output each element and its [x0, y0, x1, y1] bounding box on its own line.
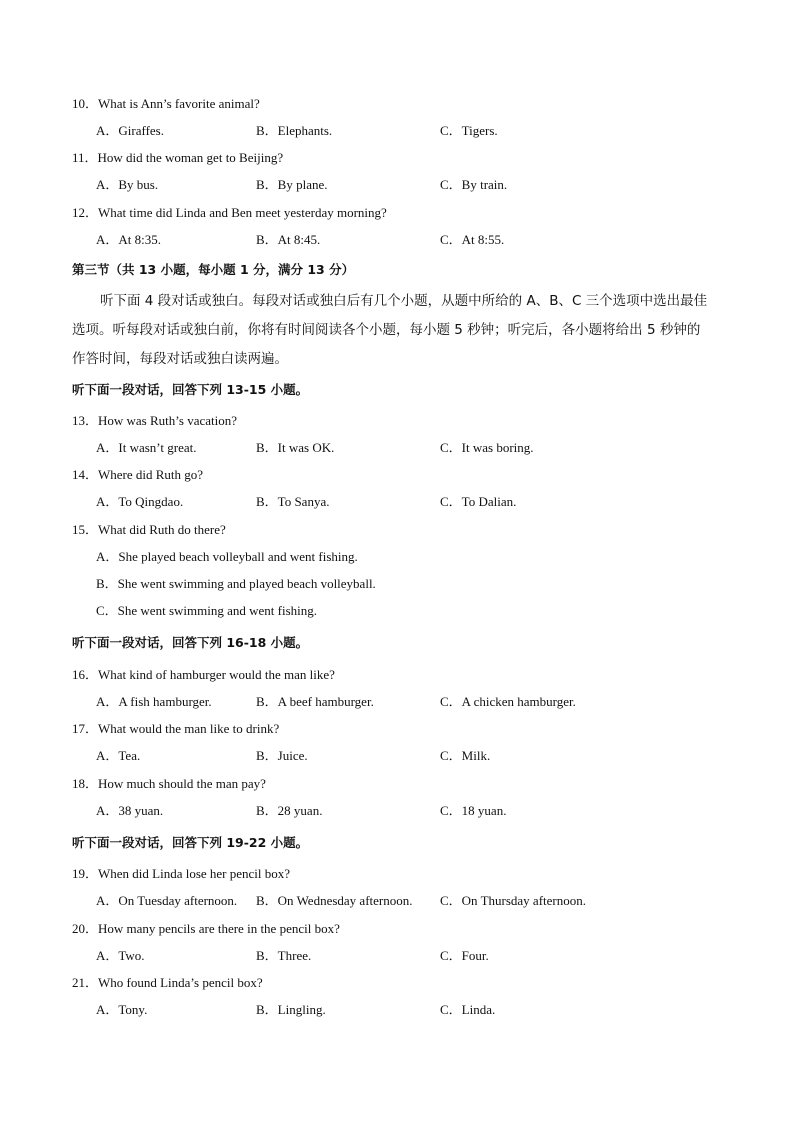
option-18-b: B．28 yuan.	[256, 803, 323, 818]
option-17-a: A．Tea.	[96, 748, 141, 763]
question-stem-19: 19．When did Linda lose her pencil box?	[72, 866, 291, 881]
question-stem-16: 16．What kind of hamburger would the man like?	[72, 667, 335, 682]
option-11-c: C．By train.	[440, 177, 508, 192]
option-12-a: A．At 8:35.	[96, 232, 162, 247]
option-16-b: B．A beef hamburger.	[256, 694, 374, 709]
option-10-a: A．Giraffes.	[96, 123, 164, 138]
question-stem-17: 17．What would the man like to drink?	[72, 721, 280, 736]
option-13-c: C．It was boring.	[440, 440, 534, 455]
question-stem-15: 15．What did Ruth do there?	[72, 522, 226, 537]
option-18-a: A．38 yuan.	[96, 803, 164, 818]
question-stem-11: 11．How did the woman get to Beijing?	[72, 150, 284, 165]
dialog-heading-2: 听下面一段对话，回答下列 16-18 小题。	[72, 635, 309, 650]
option-18-c: C．18 yuan.	[440, 803, 507, 818]
option-10-b: B．Elephants.	[256, 123, 333, 138]
option-12-c: C．At 8:55.	[440, 232, 505, 247]
question-stem-14: 14．Where did Ruth go?	[72, 467, 204, 482]
option-20-a: A．Two.	[96, 948, 145, 963]
question-stem-10: 10．What is Ann’s favorite animal?	[72, 96, 260, 111]
question-stem-21: 21．Who found Linda’s pencil box?	[72, 975, 263, 990]
option-14-a: A．To Qingdao.	[96, 494, 184, 509]
option-17-c: C．Milk.	[440, 748, 491, 763]
option-11-a: A．By bus.	[96, 177, 159, 192]
question-stem-20: 20．How many pencils are there in the pencil box?	[72, 921, 340, 936]
section-title: 第三节（共 13 小题，每小题 1 分，满分 13 分）	[72, 262, 355, 277]
instructions-line-3: 作答时间，每段对话或独白读两遍。	[72, 351, 288, 367]
question-stem-18: 18．How much should the man pay?	[72, 776, 266, 791]
option-14-b: B．To Sanya.	[256, 494, 330, 509]
option-11-b: B．By plane.	[256, 177, 328, 192]
option-20-b: B．Three.	[256, 948, 312, 963]
option-20-c: C．Four.	[440, 948, 489, 963]
option-19-a: A．On Tuesday afternoon.	[96, 893, 238, 908]
option-10-c: C．Tigers.	[440, 123, 498, 138]
option-16-a: A．A fish hamburger.	[96, 694, 212, 709]
question-stem-13: 13．How was Ruth’s vacation?	[72, 413, 238, 428]
option-17-b: B．Juice.	[256, 748, 308, 763]
option-15-c: C．She went swimming and went fishing.	[96, 603, 317, 618]
option-16-c: C．A chicken hamburger.	[440, 694, 576, 709]
option-15-b: B．She went swimming and played beach volleyball.	[96, 576, 376, 591]
dialog-heading-3: 听下面一段对话，回答下列 19-22 小题。	[72, 835, 309, 850]
option-19-c: C．On Thursday afternoon.	[440, 893, 586, 908]
option-14-c: C．To Dalian.	[440, 494, 517, 509]
question-stem-12: 12．What time did Linda and Ben meet yesterday morning?	[72, 205, 387, 220]
option-12-b: B．At 8:45.	[256, 232, 321, 247]
dialog-heading-1: 听下面一段对话，回答下列 13-15 小题。	[72, 382, 309, 397]
option-19-b: B．On Wednesday afternoon.	[256, 893, 413, 908]
option-13-b: B．It was OK.	[256, 440, 335, 455]
option-21-c: C．Linda.	[440, 1002, 496, 1017]
option-21-a: A．Tony.	[96, 1002, 148, 1017]
option-13-a: A．It wasn’t great.	[96, 440, 197, 455]
option-15-a: A．She played beach volleyball and went fishing.	[96, 549, 358, 564]
instructions-line-2: 选项。听每段对话或独白前，你将有时间阅读各个小题，每小题 5 秒钟；听完后，各小题将给出 5 秒钟的	[72, 322, 701, 338]
option-21-b: B．Lingling.	[256, 1002, 326, 1017]
instructions-line-1: 听下面 4 段对话或独白。每段对话或独白后有几个小题，从题中所给的 A、B、C 三个选项中选出最佳	[100, 293, 708, 309]
